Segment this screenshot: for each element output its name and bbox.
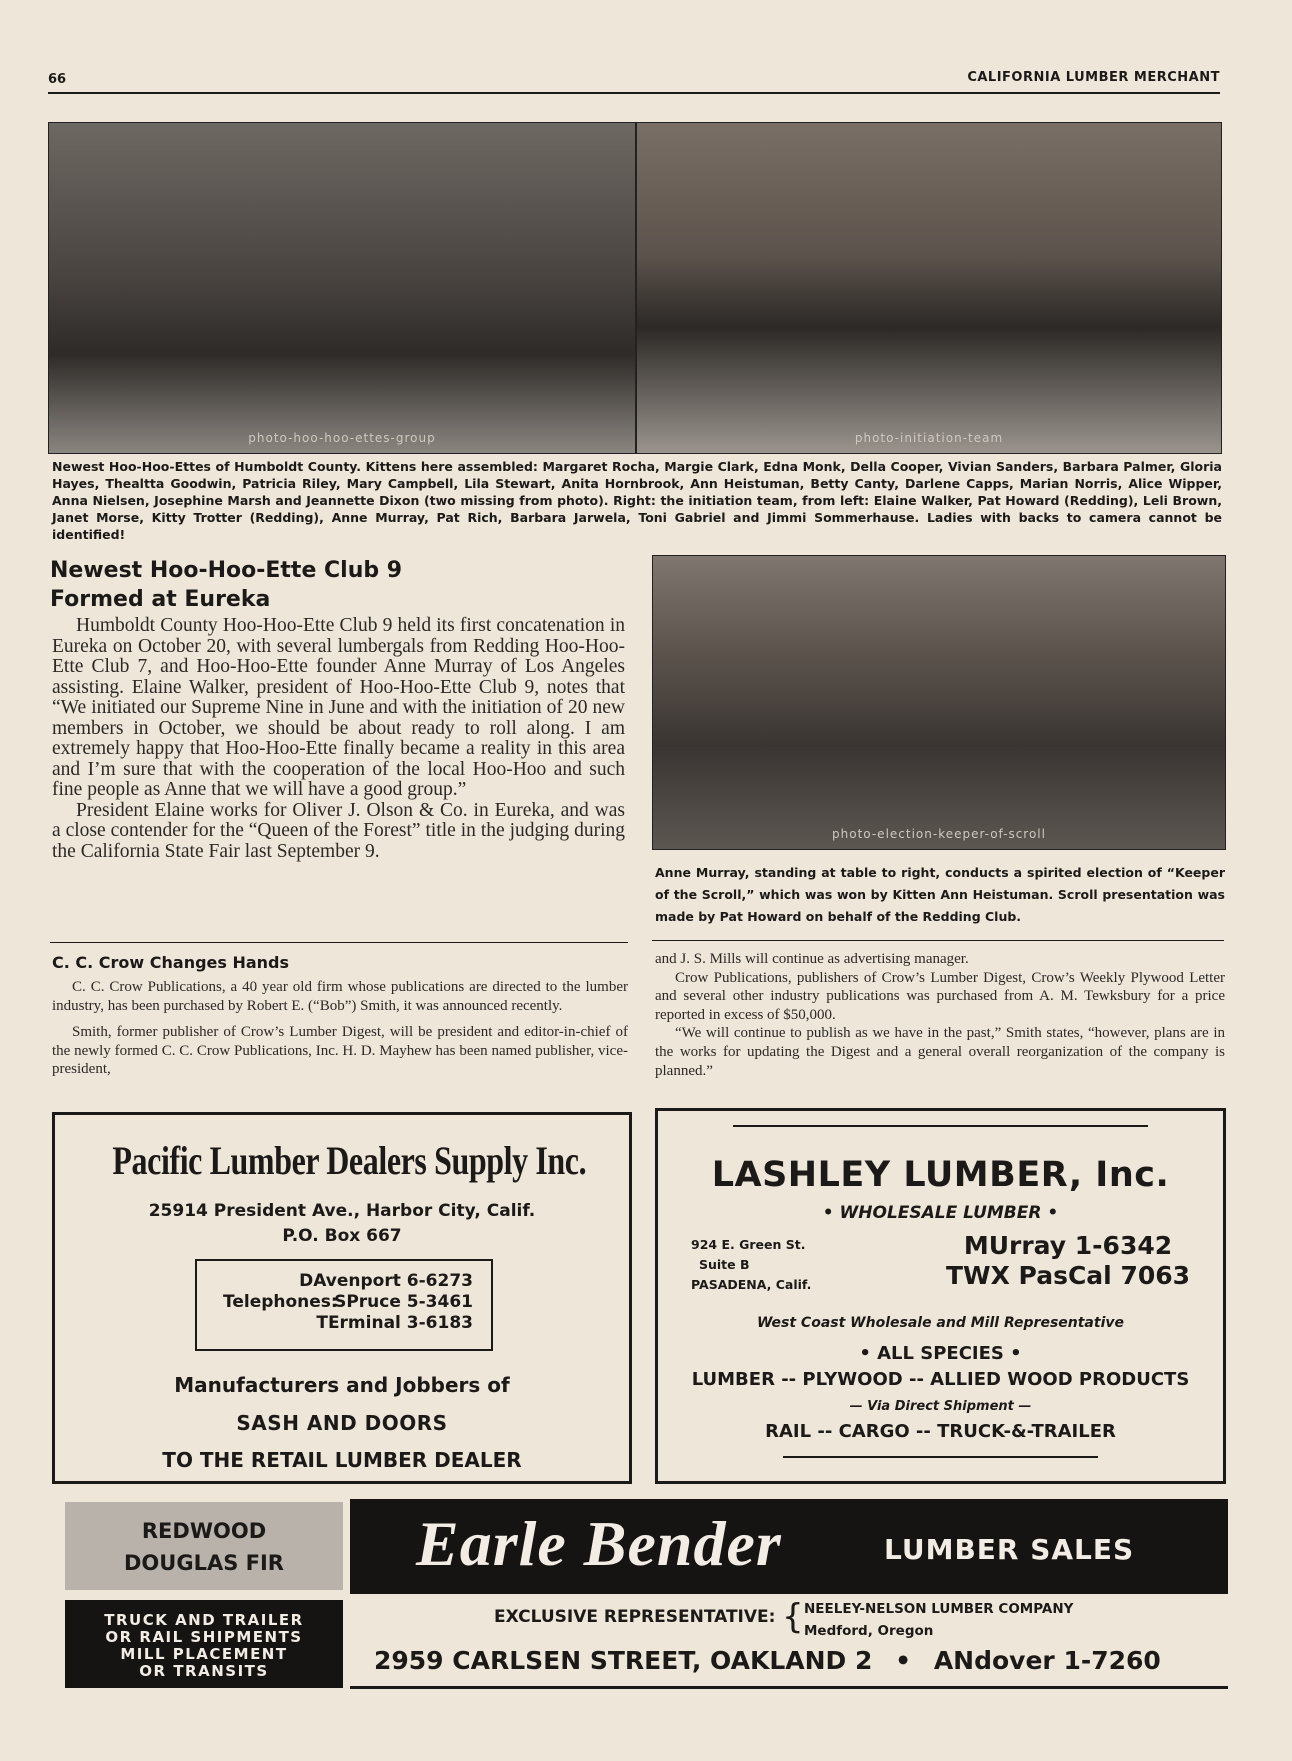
photo-label: photo-initiation-team [854, 431, 1004, 445]
ad-pacific-lumber [52, 1112, 632, 1484]
ad-bender-script-name: Earle Bender [416, 1508, 782, 1579]
ad-lashley-lumber [655, 1108, 1226, 1484]
ad-lashley-rep: West Coast Wholesale and Mill Representative [756, 1315, 1124, 1331]
article-headline [50, 556, 650, 614]
header-rule [48, 92, 1220, 94]
article-paragraph: and J. S. Mills will continue as advertising manager. [655, 951, 969, 967]
ad-pacific-address: 25914 President Ave., Harbor City, Calif. [148, 1201, 536, 1221]
ad-bender-sales: LUMBER SALES [884, 1533, 1135, 1566]
address-line: Suite B [699, 1257, 750, 1272]
ad-lashley-name: LASHLEY LUMBER, Inc. [711, 1155, 1170, 1195]
phone-number: ANdover 1-7260 [933, 1646, 1161, 1675]
section-rule [652, 940, 1224, 941]
phone-number: SPruce 5-3461 [334, 1292, 473, 1312]
phone-number: TWX PasCal 7063 [945, 1261, 1191, 1290]
photo-initiation-team [636, 122, 1222, 454]
magazine-title: CALIFORNIA LUMBER MERCHANT [967, 70, 1220, 85]
ad-lashley-shipping: RAIL -- CARGO -- TRUCK-&-TRAILER [765, 1421, 1116, 1442]
headline-line-2: Formed at Eureka [50, 587, 271, 612]
ad-pacific-pobox: P.O. Box 667 [282, 1226, 402, 1246]
ad-lashley-via: — Via Direct Shipment — [849, 1399, 1032, 1414]
article-paragraph: Smith, former publisher of Crow’s Lumber Digest, will be president and editor-in-chief of the newly formed C. C. Crow Publications, Inc. H. D. Mayhew has been named publisher, vice-president, [52, 1024, 628, 1078]
ad-bender-woods-box [65, 1502, 343, 1590]
phone-number: MUrray 1-6342 [963, 1231, 1173, 1260]
address-line: PASADENA, Calif. [691, 1277, 812, 1292]
ad-lashley-phones [913, 1231, 1223, 1291]
wood-type: DOUGLAS FIR [124, 1551, 284, 1575]
ad-pacific-line: TO THE RETAIL LUMBER DEALER [162, 1448, 522, 1472]
divider-rule [783, 1456, 1098, 1458]
ad-bender-shipping-box [65, 1600, 343, 1688]
ad-lashley-tagline: • WHOLESALE LUMBER • [822, 1203, 1059, 1223]
bullet: • [895, 1646, 912, 1675]
middle-photo-caption: Anne Murray, standing at table to right, conducts a spirited election of “Keeper of the Scroll,” which was won by Kitten Ann Heistuman. Scroll presentation was made by Pat Howard on behalf of the Redding Club. [655, 865, 1225, 924]
ad-bender-exclusive: EXCLUSIVE REPRESENTATIVE: [494, 1607, 776, 1627]
article-paragraph: Crow Publications, publishers of Crow’s Lumber Digest, Crow’s Weekly Plywood Letter and several other industry publications was purchased from A. M. Tewksbury for a price reported in excess of $50,000. [655, 969, 1225, 1023]
ad-lashley-species: • ALL SPECIES • [859, 1343, 1022, 1364]
article-paragraph: C. C. Crow Publications, a 40 year old firm whose publications are directed to the lumber industry, has been purchased by Robert E. (“Bob”) Smith, it was announced recently. [52, 979, 628, 1014]
article2-headline: C. C. Crow Changes Hands [52, 953, 290, 972]
photo-label: photo-election-keeper-of-scroll [832, 827, 1046, 841]
ad-pacific-line: SASH AND DOORS [236, 1411, 448, 1435]
shipping-line: TRUCK AND TRAILER [104, 1611, 304, 1629]
ad-bender-shipping-text [65, 1612, 343, 1680]
shipping-line: MILL PLACEMENT [120, 1645, 288, 1663]
ad-pacific-phone-box [195, 1259, 493, 1351]
article-body [52, 616, 625, 862]
article-paragraph: President Elaine works for Oliver J. Olson & Co. in Eureka, and was a close contender for the “Queen of the Forest” title in the judging during the California State Fair last September 9. [52, 799, 625, 862]
brace-icon: { [782, 1597, 804, 1637]
photo-hoo-hoo-ettes-group [48, 122, 636, 454]
company-city: Medford, Oregon [804, 1623, 934, 1639]
top-photo-caption: Newest Hoo-Hoo-Ettes of Humboldt County. Kittens here assembled: Margaret Rocha, Margie Clark, Edna Monk, Della Cooper, Vivian Sanders, Barbara Palmer, Gloria Hayes, Thealtta Goodwin, Patricia Riley, Mary Campbell, Lila Stewart, Anita Hornbrook, Ann Heistuman, Betty Canty, Darlene Capps, Marian Norris, Alice Wipper, Anna Nielsen, Josephine Marsh and Jeannette Dixon (two missing from photo). Right: the initiation team, from left: Elaine Walker, Pat Howard (Redding), Leli Brown, Janet Morse, Kitty Trotter (Redding), Anne Murray, Pat Rich, Barbara Jarwela, Toni Gabriel and Jimmi Sommerhause. Ladies with backs to camera cannot be identified! [52, 459, 1222, 542]
divider-rule [733, 1125, 1148, 1127]
section-rule [50, 942, 628, 943]
shipping-line: OR RAIL SHIPMENTS [105, 1628, 303, 1646]
wood-type: REDWOOD [141, 1519, 267, 1543]
article2-left-column [52, 978, 628, 1079]
page-number: 66 [48, 72, 67, 87]
ad-bender-company [804, 1598, 1073, 1642]
article-paragraph: Humboldt County Hoo-Hoo-Ette Club 9 held its first concatenation in Eureka on October 20, with several lumbergals from Redding Hoo-Hoo-Ette Club 7, and Hoo-Hoo-Ette founder Anne Murray of Los Angeles assisting. Elaine Walker, president of Hoo-Hoo-Ette Club 9, notes that “We initiated our Supreme Nine in June and with the initiation of 20 new members in October, we should be about ready to roll along. I am extremely happy that Hoo-Hoo-Ette finally became a reality in this area and I’m sure that with the cooperation of the local Hoo-Hoo and such fine people as Anne that we will have a good group.” [52, 615, 625, 800]
article2-right-column [655, 950, 1225, 1080]
ad-pacific-line: Manufacturers and Jobbers of [174, 1373, 510, 1397]
article-paragraph: “We will continue to publish as we have in the past,” Smith states, “however, plans are in the works for updating the Digest and a general overall reorganization of the company is planned.” [655, 1025, 1225, 1079]
company-name: NEELEY-NELSON LUMBER COMPANY [804, 1601, 1074, 1617]
ad-bender-address-line [374, 1646, 1161, 1675]
phone-number: TErminal 3-6183 [316, 1313, 473, 1333]
photo-label: photo-hoo-hoo-ettes-group [248, 431, 436, 445]
ad-pacific-name: Pacific Lumber Dealers Supply Inc. [112, 1138, 587, 1183]
bottom-rule [350, 1686, 1228, 1689]
photo-election-keeper-of-scroll [652, 555, 1226, 850]
phone-label: Telephones: [223, 1292, 338, 1312]
headline-line-1: Newest Hoo-Hoo-Ette Club 9 [50, 558, 403, 583]
address-line: 924 E. Green St. [691, 1237, 806, 1252]
phone-number: DAvenport 6-6273 [299, 1271, 473, 1291]
ad-bender-banner [350, 1499, 1228, 1594]
ad-lashley-products: LUMBER -- PLYWOOD -- ALLIED WOOD PRODUCTS [691, 1369, 1190, 1390]
ad-lashley-address [691, 1235, 811, 1295]
address: 2959 CARLSEN STREET, OAKLAND 2 [374, 1646, 873, 1675]
shipping-line: OR TRANSITS [139, 1662, 269, 1680]
